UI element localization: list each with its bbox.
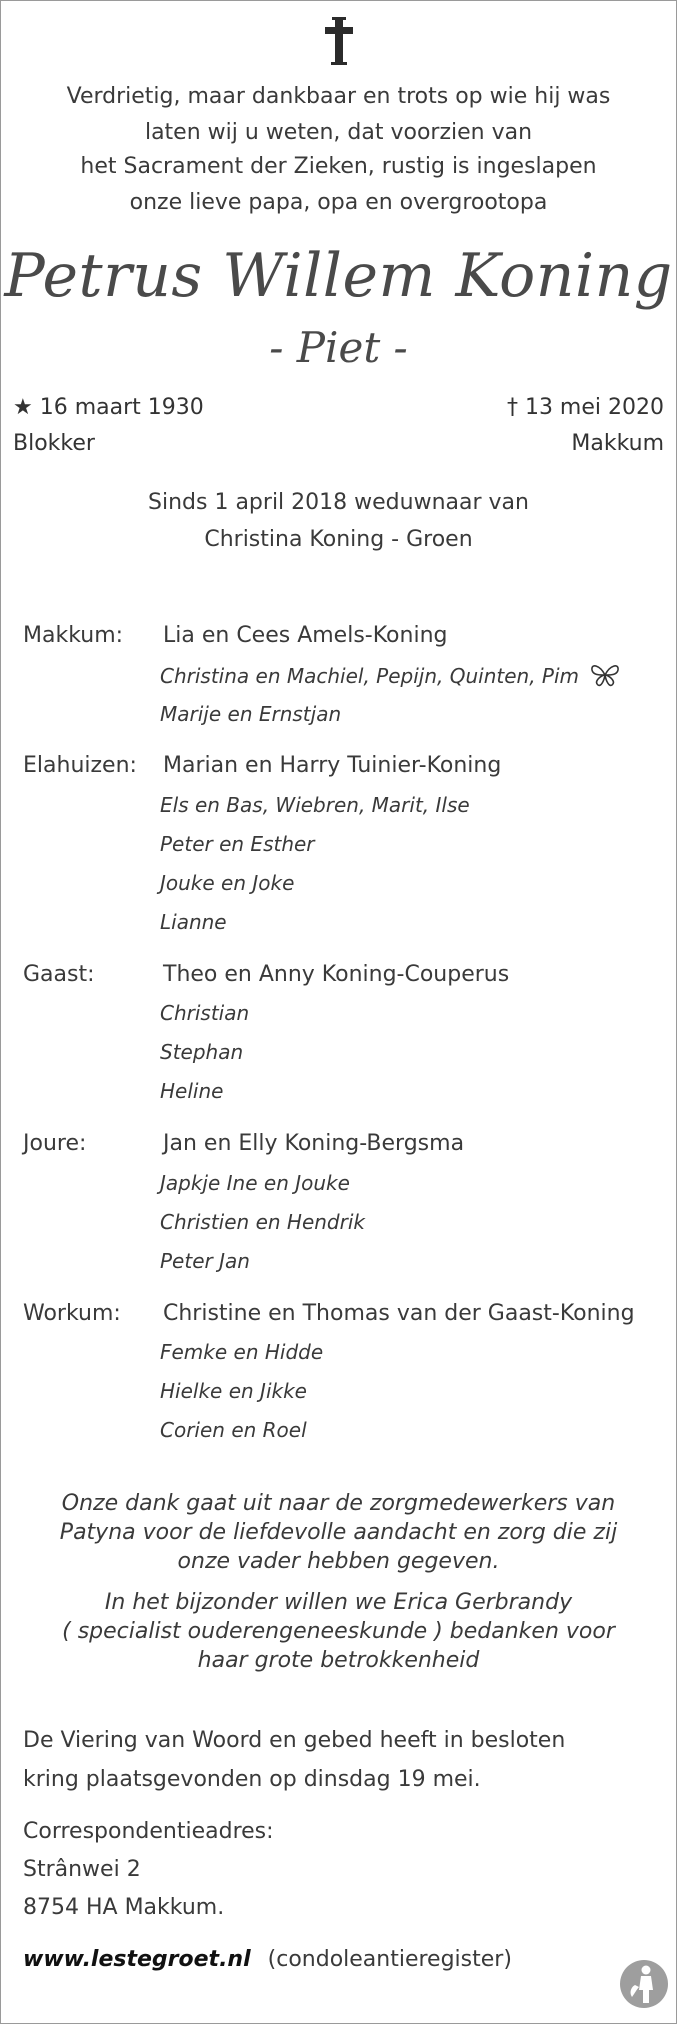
- family-member: Stephan: [160, 1040, 244, 1064]
- address-city: 8754 HA Makkum.: [23, 1895, 225, 1920]
- family-main: Theo en Anny Koning-Couperus: [163, 962, 510, 987]
- family-place: Workum:: [23, 1301, 121, 1326]
- death-place: Makkum: [571, 431, 664, 456]
- address-label: Correspondentieadres:: [23, 1819, 274, 1844]
- thanks-line: haar grote betrokkenheid: [197, 1648, 480, 1673]
- family-member: Hielke en Jikke: [160, 1379, 307, 1403]
- family-member: Heline: [160, 1079, 224, 1103]
- thanks-line: Onze dank gaat uit naar de zorgmedewerkers van: [61, 1491, 616, 1516]
- family-member: Peter en Esther: [160, 832, 315, 856]
- family-member: Corien en Roel: [160, 1418, 307, 1442]
- widower-line: Christina Koning - Groen: [204, 527, 473, 552]
- website-note: (condoleantieregister): [267, 1947, 512, 1972]
- family-member: Japkje Ine en Jouke: [160, 1171, 350, 1195]
- deceased-nickname: - Piet -: [269, 323, 408, 372]
- address-street: Strânwei 2: [23, 1857, 141, 1882]
- family-member: Christina en Machiel, Pepijn, Quinten, Pim: [160, 663, 621, 688]
- birth-date: ★ 16 maart 1930: [13, 395, 204, 420]
- thanks-line: In het bijzonder willen we Erica Gerbrandy: [104, 1590, 573, 1615]
- family-member: Els en Bas, Wiebren, Marit, Ilse: [160, 793, 470, 817]
- family-member: Marije en Ernstjan: [160, 702, 342, 726]
- intro-line: het Sacrament der Zieken, rustig is ingeslapen: [80, 154, 597, 179]
- family-place: Gaast:: [23, 962, 95, 987]
- service-line: kring plaatsgevonden op dinsdag 19 mei.: [23, 1767, 481, 1792]
- intro-line: laten wij u weten, dat voorzien van: [144, 120, 533, 145]
- lestegroet-logo-icon: [619, 1959, 669, 2009]
- family-member: Christian: [160, 1001, 250, 1025]
- family-place: Makkum:: [23, 623, 124, 648]
- website-line: [23, 1941, 512, 1979]
- website-link[interactable]: www.lestegroet.nl: [23, 1947, 251, 1972]
- family-member: Jouke en Joke: [160, 871, 295, 895]
- thanks-line: ( specialist ouderengeneeskunde ) bedanken voor: [62, 1619, 615, 1644]
- intro-line: Verdrietig, maar dankbaar en trots op wie hij was: [66, 84, 611, 109]
- family-place: Elahuizen:: [23, 753, 137, 778]
- family-main: Jan en Elly Koning-Bergsma: [163, 1131, 465, 1156]
- family-member: Christien en Hendrik: [160, 1210, 365, 1234]
- intro-line: onze lieve papa, opa en overgrootopa: [129, 190, 548, 215]
- widower-line: Sinds 1 april 2018 weduwnaar van: [148, 490, 529, 515]
- butterfly-icon: [589, 663, 621, 687]
- death-date: † 13 mei 2020: [506, 395, 664, 420]
- service-line: De Viering van Woord en gebed heeft in besloten: [23, 1728, 566, 1753]
- family-member: Lianne: [160, 910, 227, 934]
- family-main: Marian en Harry Tuinier-Koning: [163, 753, 502, 778]
- birth-place: Blokker: [13, 431, 95, 456]
- family-main: Christine en Thomas van der Gaast-Koning: [163, 1301, 635, 1326]
- thanks-line: Patyna voor de liefdevolle aandacht en zorg die zij: [59, 1520, 618, 1545]
- thanks-line: onze vader hebben gegeven.: [177, 1549, 500, 1574]
- family-member: Peter Jan: [160, 1249, 250, 1273]
- family-main: Lia en Cees Amels-Koning: [163, 623, 448, 648]
- family-place: Joure:: [23, 1131, 87, 1156]
- family-member: Femke en Hidde: [160, 1340, 324, 1364]
- cross-icon: [319, 15, 359, 67]
- deceased-name: Petrus Willem Koning: [4, 241, 673, 311]
